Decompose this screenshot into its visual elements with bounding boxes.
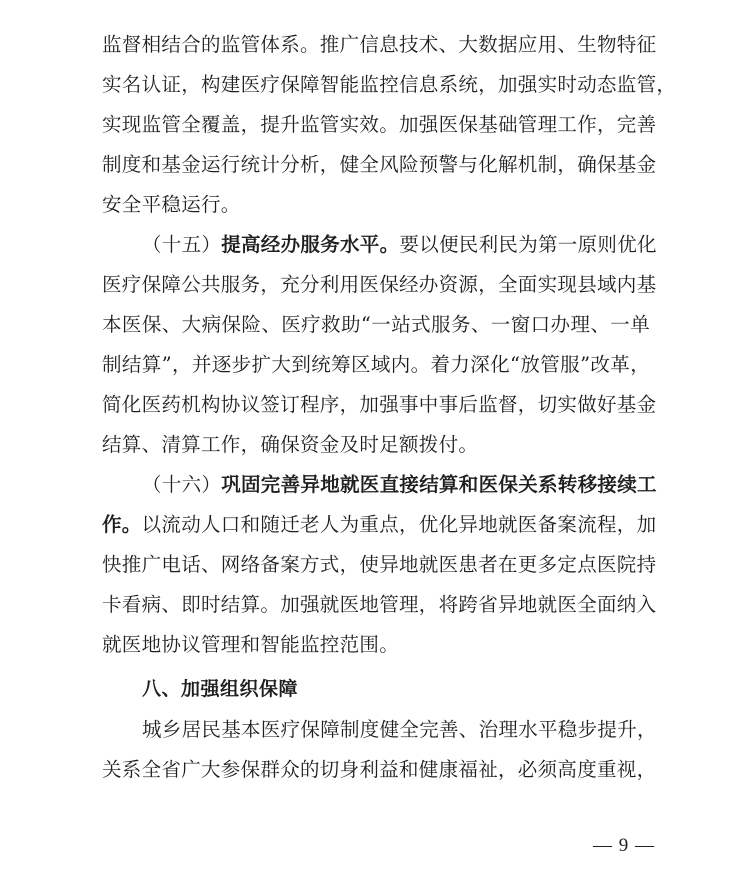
- item-15-first-line: [142, 231, 657, 258]
- item-16-second-line-text: 以流动人口和随迁老人为重点，优化异地就医备案流程，加: [141, 513, 657, 536]
- paragraph-line: 实现监管全覆盖，提升监管实效。加强医保基础管理工作，完善: [102, 113, 657, 136]
- section-heading: 八、加强组织保障: [142, 678, 299, 700]
- item-16-number: （十六）: [142, 473, 222, 496]
- paragraph-line: 卡看病、即时结算。加强就医地管理，将跨省异地就医全面纳入: [102, 593, 657, 616]
- page-number: — 9 —: [593, 835, 655, 856]
- paragraph-line: 城乡居民基本医疗保障制度健全完善、治理水平稳步提升，: [142, 718, 657, 741]
- paragraph-line: 关系全省广大参保群众的切身利益和健康福祉，必须高度重视，: [102, 758, 657, 781]
- paragraph-line: 安全平稳运行。: [102, 193, 241, 216]
- paragraph-line: 制度和基金运行统计分析，健全风险预警与化解机制，确保基金: [102, 153, 657, 176]
- item-15-title: 提高经办服务水平。: [221, 233, 400, 256]
- paragraph-line: 简化医药机构协议签订程序，加强事中事后监督，切实做好基金: [102, 393, 657, 416]
- item-15-first-line-text: 要以便民利民为第一原则优化: [399, 233, 657, 256]
- paragraph-line: 快推广电话、网络备案方式，使异地就医患者在更多定点医院持: [102, 553, 657, 576]
- paragraph-line: 监督相结合的监管体系。推广信息技术、大数据应用、生物特征: [102, 33, 657, 56]
- paragraph-line: 制结算”，并逐步扩大到统筹区域内。着力深化“放管服”改革，: [102, 353, 650, 376]
- paragraph-line: 就医地协议管理和智能监控范围。: [102, 633, 400, 656]
- paragraph-line: 实名认证，构建医疗保障智能监控信息系统，加强实时动态监管，: [102, 73, 677, 96]
- item-16-first-line: [142, 471, 657, 498]
- item-16-second-line: [102, 511, 657, 538]
- paragraph-line: 结算、清算工作，确保资金及时足额拨付。: [102, 433, 479, 456]
- item-15-number: （十五）: [142, 233, 222, 256]
- item-16-title-part2: 作。: [102, 513, 142, 536]
- paragraph-line: 本医保、大病保险、医疗救助“一站式服务、一窗口办理、一单: [102, 313, 650, 336]
- item-16-title-part1: 巩固完善异地就医直接结算和医保关系转移接续工: [221, 473, 657, 496]
- paragraph-line: 医疗保障公共服务，充分利用医保经办资源，全面实现县域内基: [102, 273, 657, 296]
